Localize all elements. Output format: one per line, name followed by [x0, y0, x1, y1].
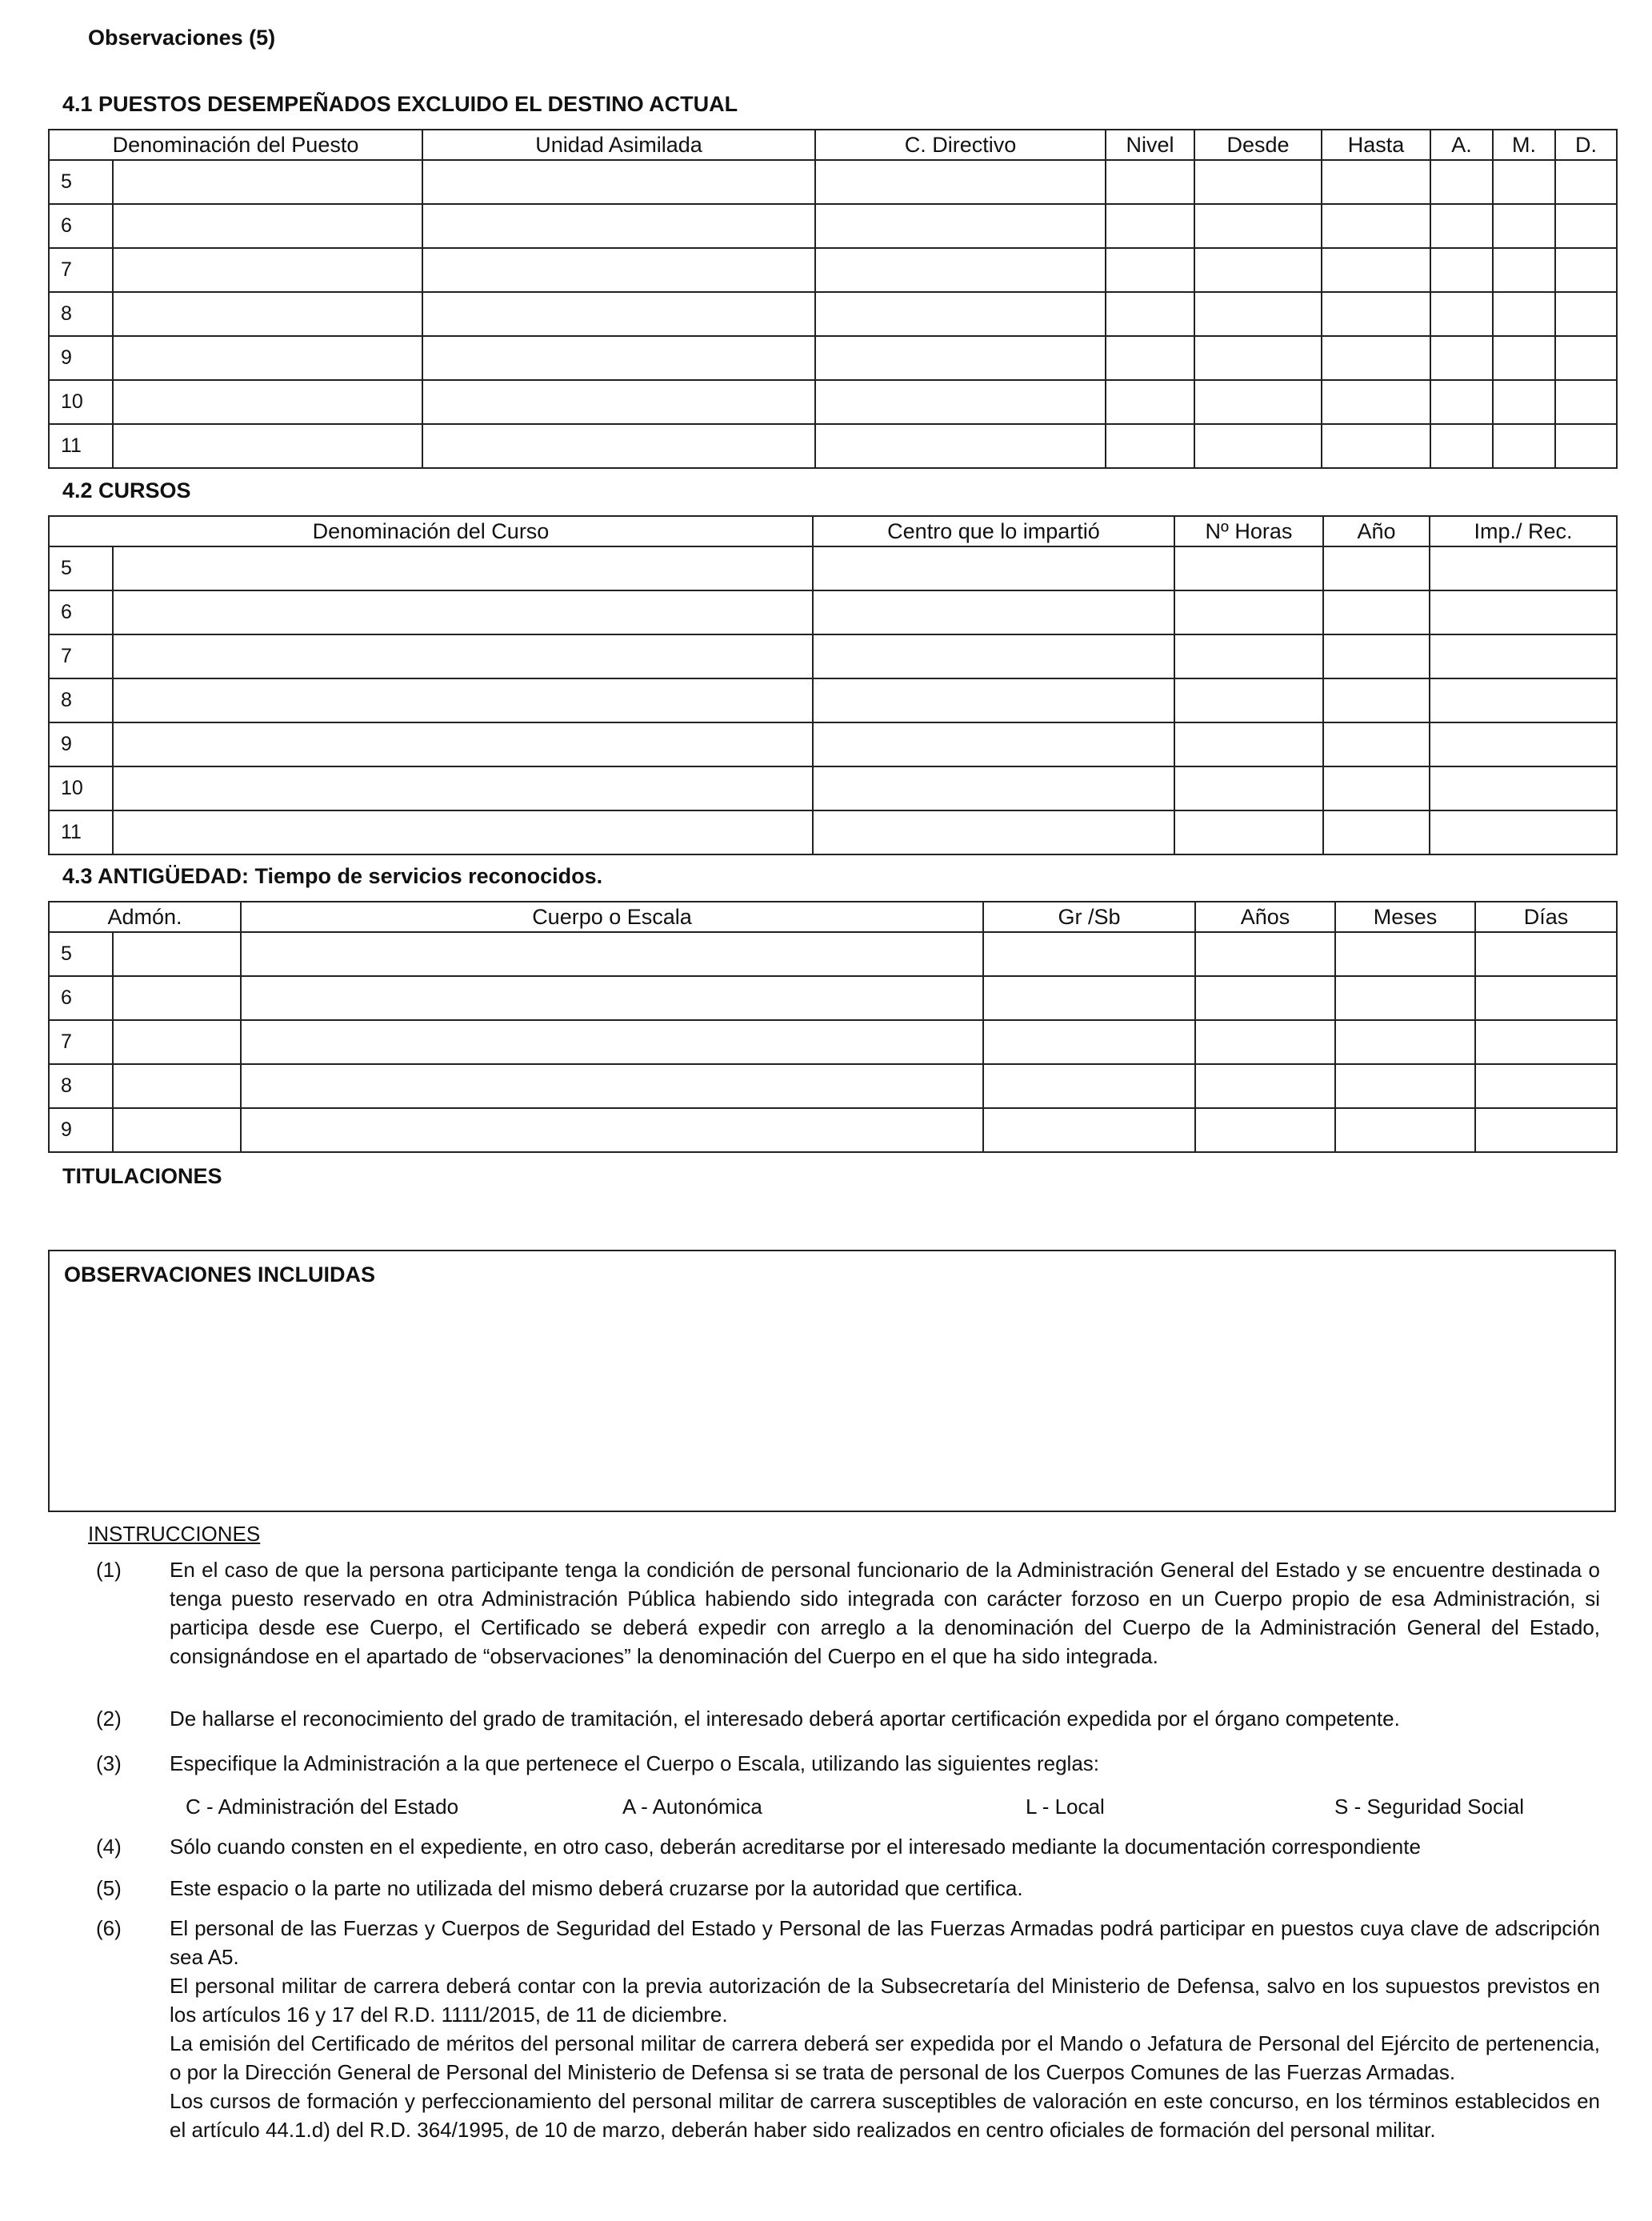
table-row	[49, 204, 1617, 248]
input-cell[interactable]	[1195, 932, 1335, 976]
input-cell[interactable]	[1493, 204, 1555, 248]
note-text: Este espacio o la parte no utilizada del mismo deberá cruzarse por la autoridad que certifica.	[170, 1876, 1023, 1900]
input-cell[interactable]	[1430, 380, 1493, 424]
col-hasta: Hasta	[1322, 130, 1430, 160]
input-cell[interactable]	[241, 1108, 983, 1152]
input-cell[interactable]	[241, 976, 983, 1020]
section-43-title: 4.3 ANTIGÜEDAD: Tiempo de servicios reconocidos.	[62, 864, 603, 888]
input-cell[interactable]	[1555, 292, 1617, 336]
input-cell[interactable]	[815, 336, 1106, 380]
input-cell[interactable]	[1430, 160, 1493, 204]
note-text: El personal de las Fuerzas y Cuerpos de Seguridad del Estado y Personal de las Fuerzas Armadas podrá participar en puestos cuya clave de adscripción sea A5.	[170, 1916, 1600, 1969]
input-cell[interactable]	[815, 248, 1106, 292]
input-cell[interactable]	[1322, 424, 1430, 468]
row-number: 6	[49, 590, 113, 634]
input-cell[interactable]	[1493, 336, 1555, 380]
input-cell[interactable]	[1335, 976, 1475, 1020]
input-cell[interactable]	[1430, 424, 1493, 468]
input-cell[interactable]	[983, 1108, 1195, 1152]
input-cell[interactable]	[1106, 380, 1194, 424]
input-cell[interactable]	[1323, 810, 1430, 854]
input-cell[interactable]	[1430, 634, 1617, 678]
note-4	[96, 1832, 1600, 1861]
col-denominacion-puesto: Denominación del Puesto	[49, 130, 422, 160]
input-cell[interactable]	[1323, 546, 1430, 590]
input-cell[interactable]	[1335, 1020, 1475, 1064]
note-5	[96, 1874, 1600, 1903]
input-cell[interactable]	[113, 380, 422, 424]
note-number: (5)	[96, 1876, 122, 1900]
table-row	[49, 634, 1617, 678]
input-cell[interactable]	[1323, 766, 1430, 810]
input-cell[interactable]	[1195, 1108, 1335, 1152]
col-anos: Años	[1195, 902, 1335, 932]
col-admon: Admón.	[49, 902, 241, 932]
row-number: 5	[49, 932, 113, 976]
table-row	[49, 678, 1617, 722]
col-cuerpo-escala: Cuerpo o Escala	[241, 902, 983, 932]
note-text: En el caso de que la persona participante tenga la condición de personal funcionario de la Administración General del Estado y se encuentre destinada o tenga puesto reservado en otra Administración Pública habiendo sido integrada con carácter forzoso en un Cuerpo propio de esa Administración, si participa desde ese Cuerpo, el Certificado se deberá expedir con arreglo a la denominación del Cuerpo de la Administración General del Estado, consignándose en el apartado de “observaciones” la denominación del Cuerpo en el que ha sido integrada.	[170, 1558, 1600, 1668]
col-unidad-asimilada: Unidad Asimilada	[422, 130, 815, 160]
table-row	[49, 722, 1617, 766]
input-cell[interactable]	[983, 976, 1195, 1020]
row-number: 6	[49, 976, 113, 1020]
input-cell[interactable]	[1174, 634, 1323, 678]
note-number: (1)	[96, 1558, 122, 1582]
input-cell[interactable]	[113, 1020, 241, 1064]
input-cell[interactable]	[1323, 634, 1430, 678]
input-cell[interactable]	[422, 380, 815, 424]
observaciones-title: Observaciones (5)	[88, 26, 276, 50]
input-cell[interactable]	[1555, 336, 1617, 380]
input-cell[interactable]	[1194, 380, 1322, 424]
input-cell[interactable]	[1493, 424, 1555, 468]
input-cell[interactable]	[1430, 546, 1617, 590]
input-cell[interactable]	[1430, 678, 1617, 722]
col-m: M.	[1493, 130, 1555, 160]
code-local: L - Local	[1026, 1795, 1105, 1819]
input-cell[interactable]	[1106, 292, 1194, 336]
note-number: (3)	[96, 1751, 122, 1775]
instrucciones-title: INSTRUCCIONES	[88, 1522, 261, 1546]
col-a: A.	[1430, 130, 1493, 160]
note-1	[96, 1555, 1600, 1671]
input-cell[interactable]	[422, 336, 815, 380]
input-cell[interactable]	[241, 932, 983, 976]
input-cell[interactable]	[422, 248, 815, 292]
input-cell[interactable]	[1475, 976, 1617, 1020]
code-seguridad-social: S - Seguridad Social	[1334, 1795, 1525, 1819]
input-cell[interactable]	[1335, 932, 1475, 976]
input-cell[interactable]	[113, 1064, 241, 1108]
input-cell[interactable]	[113, 976, 241, 1020]
input-cell[interactable]	[815, 160, 1106, 204]
input-cell[interactable]	[1555, 160, 1617, 204]
input-cell[interactable]	[815, 380, 1106, 424]
input-cell[interactable]	[1430, 336, 1493, 380]
input-cell[interactable]	[113, 932, 241, 976]
col-centro: Centro que lo impartió	[813, 516, 1174, 546]
observaciones-box[interactable]	[48, 1250, 1616, 1512]
input-cell[interactable]	[813, 546, 1174, 590]
input-cell[interactable]	[815, 204, 1106, 248]
input-cell[interactable]	[1493, 160, 1555, 204]
input-cell[interactable]	[1430, 766, 1617, 810]
input-cell[interactable]	[1194, 248, 1322, 292]
input-cell[interactable]	[1430, 248, 1493, 292]
input-cell[interactable]	[1322, 292, 1430, 336]
input-cell[interactable]	[1322, 380, 1430, 424]
note-6	[96, 1914, 1600, 2144]
col-meses: Meses	[1335, 902, 1475, 932]
note-text: Sólo cuando consten en el expediente, en otro caso, deberán acreditarse por el interesado mediante la documentación correspondiente	[170, 1835, 1421, 1859]
table-row	[49, 766, 1617, 810]
input-cell[interactable]	[422, 424, 815, 468]
input-cell[interactable]	[1430, 810, 1617, 854]
input-cell[interactable]	[813, 766, 1174, 810]
input-cell[interactable]	[983, 1020, 1195, 1064]
input-cell[interactable]	[113, 766, 813, 810]
table-row	[49, 292, 1617, 336]
row-number: 8	[49, 678, 113, 722]
input-cell[interactable]	[1174, 546, 1323, 590]
input-cell[interactable]	[1106, 248, 1194, 292]
input-cell[interactable]	[1194, 336, 1322, 380]
input-cell[interactable]	[1195, 1020, 1335, 1064]
input-cell[interactable]	[1475, 1064, 1617, 1108]
input-cell[interactable]	[1106, 336, 1194, 380]
input-cell[interactable]	[815, 292, 1106, 336]
note-text: De hallarse el reconocimiento del grado de tramitación, el interesado deberá aportar certificación expedida por el órgano competente.	[170, 1707, 1400, 1731]
note-text: La emisión del Certificado de méritos del personal militar de carrera deberá ser expedida por el Mando o Jefatura de Personal del Ejército de pertenencia, o por la Dirección General de Personal del Ministerio de Defensa si se trata de personal de los Cuerpos Comunes de las Fuerzas Armadas.	[170, 2031, 1600, 2084]
input-cell[interactable]	[1106, 204, 1194, 248]
input-cell[interactable]	[113, 204, 422, 248]
col-denominacion-curso: Denominación del Curso	[49, 516, 813, 546]
input-cell[interactable]	[241, 1020, 983, 1064]
input-cell[interactable]	[1323, 722, 1430, 766]
col-imp-rec: Imp./ Rec.	[1430, 516, 1617, 546]
input-cell[interactable]	[1475, 1020, 1617, 1064]
input-cell[interactable]	[1322, 204, 1430, 248]
positions-table	[48, 129, 1618, 469]
input-cell[interactable]	[1555, 248, 1617, 292]
row-number: 9	[49, 722, 113, 766]
input-cell[interactable]	[1106, 424, 1194, 468]
table-row	[49, 1020, 1617, 1064]
input-cell[interactable]	[113, 678, 813, 722]
input-cell[interactable]	[1174, 678, 1323, 722]
section-42-title: 4.2 CURSOS	[62, 478, 191, 502]
input-cell[interactable]	[113, 424, 422, 468]
note-number: (2)	[96, 1707, 122, 1731]
row-number: 11	[49, 810, 113, 854]
row-number: 7	[49, 248, 113, 292]
input-cell[interactable]	[422, 204, 815, 248]
input-cell[interactable]	[1322, 336, 1430, 380]
input-cell[interactable]	[1195, 1064, 1335, 1108]
row-number: 7	[49, 634, 113, 678]
section-41-title: 4.1 PUESTOS DESEMPEÑADOS EXCLUIDO EL DESTINO ACTUAL	[62, 92, 738, 116]
table-row	[49, 380, 1617, 424]
input-cell[interactable]	[1335, 1108, 1475, 1152]
input-cell[interactable]	[983, 932, 1195, 976]
table-row	[49, 160, 1617, 204]
input-cell[interactable]	[113, 810, 813, 854]
input-cell[interactable]	[1106, 160, 1194, 204]
row-number: 5	[49, 160, 113, 204]
table-row	[49, 810, 1617, 854]
col-nivel: Nivel	[1106, 130, 1194, 160]
input-cell[interactable]	[1493, 292, 1555, 336]
input-cell[interactable]	[1194, 424, 1322, 468]
note-text: Los cursos de formación y perfeccionamiento del personal militar de carrera susceptibles de valoración en este concurso, en los términos establecidos en el artículo 44.1.d) del R.D. 364/1995, de 10 de marzo, deberán haber sido realizados en centro oficiales de formación del personal militar.	[170, 2089, 1600, 2142]
row-number: 9	[49, 336, 113, 380]
row-number: 5	[49, 546, 113, 590]
input-cell[interactable]	[113, 546, 813, 590]
input-cell[interactable]	[813, 810, 1174, 854]
input-cell[interactable]	[1475, 932, 1617, 976]
col-gr-sb: Gr /Sb	[983, 902, 1195, 932]
code-administracion-estado: C - Administración del Estado	[186, 1795, 459, 1819]
row-number: 9	[49, 1108, 113, 1152]
note-3	[96, 1749, 1600, 1778]
input-cell[interactable]	[1323, 590, 1430, 634]
input-cell[interactable]	[113, 336, 422, 380]
row-number: 10	[49, 380, 113, 424]
input-cell[interactable]	[113, 292, 422, 336]
note-text: Especifique la Administración a la que pertenece el Cuerpo o Escala, utilizando las siguientes reglas:	[170, 1751, 1100, 1775]
table-row	[49, 1108, 1617, 1152]
input-cell[interactable]	[1475, 1108, 1617, 1152]
input-cell[interactable]	[1323, 678, 1430, 722]
input-cell[interactable]	[983, 1064, 1195, 1108]
col-d: D.	[1555, 130, 1617, 160]
note-2	[96, 1704, 1600, 1733]
input-cell[interactable]	[813, 634, 1174, 678]
note-text: El personal militar de carrera deberá contar con la previa autorización de la Subsecretaría del Ministerio de Defensa, salvo en los supuestos previstos en los artículos 16 y 17 del R.D. 1111/2015, de 11 de diciembre.	[170, 1974, 1600, 2027]
input-cell[interactable]	[422, 160, 815, 204]
input-cell[interactable]	[113, 590, 813, 634]
table-row	[49, 1064, 1617, 1108]
input-cell[interactable]	[1174, 766, 1323, 810]
seniority-table	[48, 901, 1618, 1153]
table-row	[49, 336, 1617, 380]
input-cell[interactable]	[1555, 380, 1617, 424]
col-horas: Nº Horas	[1174, 516, 1323, 546]
col-ano: Año	[1323, 516, 1430, 546]
table-row	[49, 248, 1617, 292]
input-cell[interactable]	[1430, 292, 1493, 336]
table-row	[49, 976, 1617, 1020]
input-cell[interactable]	[815, 424, 1106, 468]
row-number: 8	[49, 292, 113, 336]
row-number: 8	[49, 1064, 113, 1108]
input-cell[interactable]	[1195, 976, 1335, 1020]
input-cell[interactable]	[1430, 590, 1617, 634]
input-cell[interactable]	[113, 634, 813, 678]
table-row	[49, 590, 1617, 634]
col-c-directivo: C. Directivo	[815, 130, 1106, 160]
input-cell[interactable]	[813, 678, 1174, 722]
input-cell[interactable]	[1555, 424, 1617, 468]
input-cell[interactable]	[113, 722, 813, 766]
table-row	[49, 932, 1617, 976]
input-cell[interactable]	[422, 292, 815, 336]
col-desde: Desde	[1194, 130, 1322, 160]
input-cell[interactable]	[113, 248, 422, 292]
input-cell[interactable]	[1174, 722, 1323, 766]
input-cell[interactable]	[1555, 204, 1617, 248]
input-cell[interactable]	[1430, 204, 1493, 248]
row-number: 10	[49, 766, 113, 810]
input-cell[interactable]	[1174, 810, 1323, 854]
input-cell[interactable]	[113, 160, 422, 204]
code-autonomica: A - Autonómica	[622, 1795, 762, 1819]
input-cell[interactable]	[1194, 160, 1322, 204]
input-cell[interactable]	[1493, 248, 1555, 292]
input-cell[interactable]	[1322, 248, 1430, 292]
input-cell[interactable]	[1194, 204, 1322, 248]
input-cell[interactable]	[241, 1064, 983, 1108]
col-dias: Días	[1475, 902, 1617, 932]
row-number: 11	[49, 424, 113, 468]
input-cell[interactable]	[113, 1108, 241, 1152]
row-number: 7	[49, 1020, 113, 1064]
input-cell[interactable]	[813, 722, 1174, 766]
titulaciones-title: TITULACIONES	[62, 1164, 222, 1188]
table-row	[49, 424, 1617, 468]
input-cell[interactable]	[1430, 722, 1617, 766]
input-cell[interactable]	[1335, 1064, 1475, 1108]
input-cell[interactable]	[813, 590, 1174, 634]
input-cell[interactable]	[1493, 380, 1555, 424]
note-number: (6)	[96, 1916, 122, 1940]
input-cell[interactable]	[1174, 590, 1323, 634]
courses-table	[48, 515, 1618, 855]
row-number: 6	[49, 204, 113, 248]
input-cell[interactable]	[1322, 160, 1430, 204]
input-cell[interactable]	[1194, 292, 1322, 336]
observaciones-incluidas-title: OBSERVACIONES INCLUIDAS	[64, 1263, 376, 1287]
table-row	[49, 546, 1617, 590]
note-number: (4)	[96, 1835, 122, 1859]
